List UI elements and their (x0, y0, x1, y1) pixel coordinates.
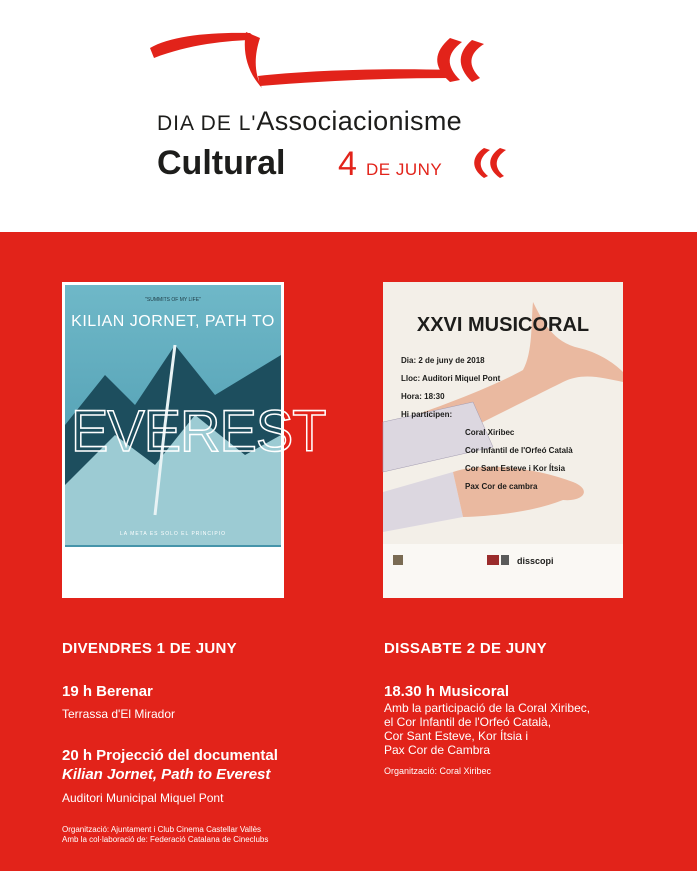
poster-choir: Pax Cor de cambra (465, 482, 538, 491)
title-word: Associacionisme (256, 106, 462, 136)
desc-line: Pax Cor de Cambra (384, 743, 491, 757)
red-brushstroke-logo-icon (150, 18, 490, 98)
poster-detail: Hi participen: (401, 410, 453, 419)
double-chevron-icon (466, 146, 510, 180)
desc-line: el Cor Infantil de l'Orfeó Català, (384, 715, 552, 729)
friday-event2-place: Auditori Municipal Miquel Pont (62, 791, 224, 805)
header-title-line2: Cultural (157, 144, 286, 182)
date-number: 4 (338, 145, 357, 183)
header-title-line1 (157, 106, 462, 137)
saturday-event-desc (384, 701, 590, 757)
saturday-organization: Organització: Coral Xiribec (384, 766, 492, 776)
poster-choir: Cor Infantil de l'Orfeó Català (465, 446, 573, 455)
friday-day: DIVENDRES 1 DE JUNY (62, 640, 237, 657)
poster-choirs (465, 424, 573, 496)
desc-line: Cor Sant Esteve, Kor Ítsia i (384, 729, 529, 743)
poster-tagline: LA META ES SOLO EL PRINCIPIO (119, 531, 227, 537)
title-prefix: DIA DE L' (157, 112, 257, 135)
desc-line: Amb la participació de la Coral Xiribec, (384, 701, 591, 715)
poster-details (401, 352, 500, 424)
friday-org-line2: Amb la col·laboració de: Federació Catalana de Cineclubs (62, 835, 269, 844)
poster-top-tagline: "SUMMITS OF MY LIFE" (145, 297, 201, 303)
date-month: DE JUNY (366, 160, 443, 179)
friday-column (62, 640, 237, 657)
friday-event1-place: Terrassa d'El Mirador (62, 707, 175, 721)
sponsor-logo: disscopi (517, 556, 554, 566)
poster-choir: Coral Xiribec (465, 428, 515, 437)
saturday-event (384, 683, 590, 776)
poster-detail: Lloc: Auditori Miquel Pont (401, 374, 501, 383)
poster-detail: Hora: 18:30 (401, 392, 445, 401)
poster-choir: Cor Sant Esteve i Kor Ítsia (465, 464, 566, 473)
friday-org-line1: Organització: Ajuntament i Club Cinema Castellar Vallès (62, 825, 262, 834)
friday-event2-film: Kilian Jornet, Path to Everest (62, 766, 271, 783)
poster-big-word: EVEREST (71, 397, 326, 464)
musicoral-poster (383, 282, 623, 598)
everest-poster (62, 282, 326, 598)
friday-event1 (62, 683, 175, 721)
friday-event2-title: 20 h Projecció del documental (62, 747, 278, 764)
friday-event1-title: 19 h Berenar (62, 683, 153, 700)
saturday-column (384, 640, 547, 657)
header (0, 0, 697, 232)
saturday-event-title: 18.30 h Musicoral (384, 683, 510, 700)
friday-event2 (62, 747, 278, 805)
saturday-day: DISSABTE 2 DE JUNY (384, 640, 547, 657)
friday-organization (62, 825, 268, 845)
poster-headline: KILIAN JORNET, PATH TO (71, 313, 275, 330)
poster-detail: Dia: 2 de juny de 2018 (401, 356, 485, 365)
poster-title: XXVI MUSICORAL (416, 314, 590, 336)
